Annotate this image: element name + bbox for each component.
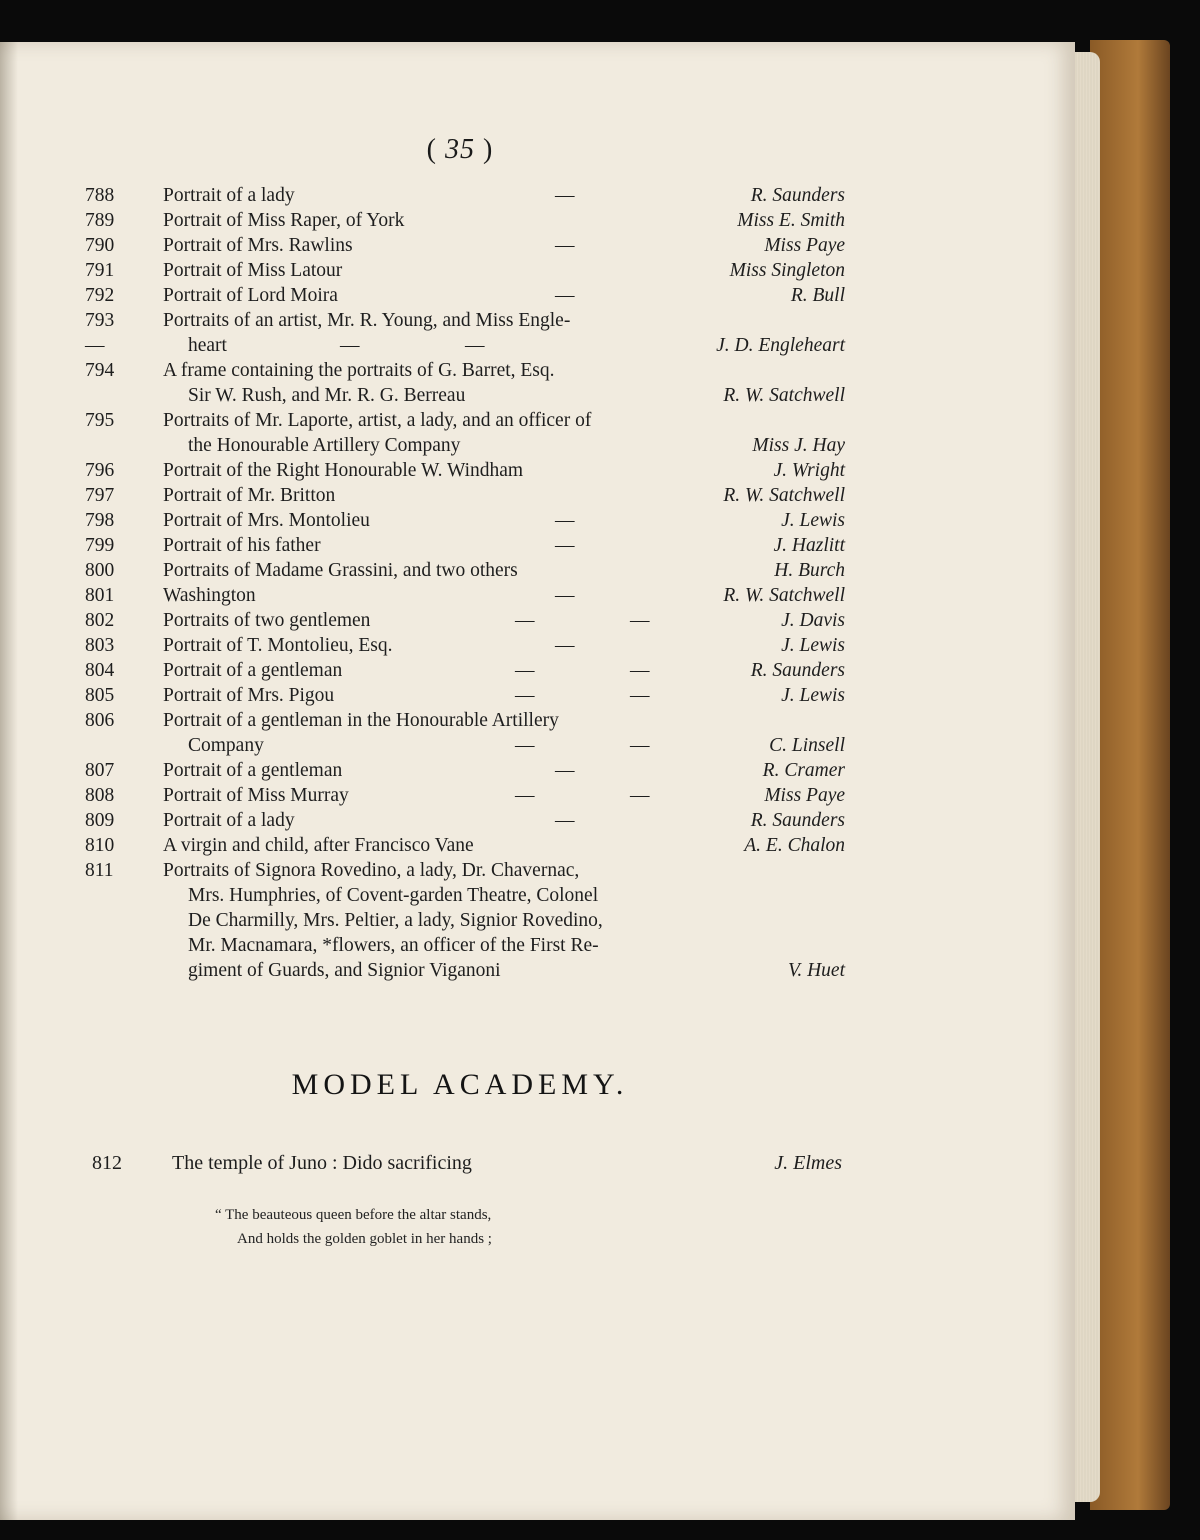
- catalogue-entry: [85, 558, 845, 583]
- entry-number: 793: [85, 310, 115, 331]
- leader-dash: —: [630, 785, 650, 806]
- entry-line: [85, 408, 845, 433]
- entry-number: 811: [85, 860, 114, 881]
- entry-number: 801: [85, 585, 115, 606]
- entry-artist: J. Lewis: [781, 635, 845, 656]
- entry-title: Portrait of Mr. Britton: [163, 485, 336, 506]
- entry-number: 800: [85, 560, 115, 581]
- entry-number: 810: [85, 835, 115, 856]
- entry-line: [85, 833, 845, 858]
- entry-title: Portraits of an artist, Mr. R. Young, and Miss Engle-: [163, 310, 571, 331]
- catalogue-entry: [85, 808, 845, 833]
- catalogue-entry: [85, 708, 845, 758]
- leader-dash: —: [555, 285, 575, 306]
- entry-line: [85, 708, 845, 733]
- catalogue-entry: [85, 283, 845, 308]
- entry-artist: R. W. Satchwell: [723, 385, 845, 406]
- catalogue-entry: [85, 758, 845, 783]
- entry-line: [85, 633, 845, 658]
- entry-line: [85, 483, 845, 508]
- entry-title-continued: De Charmilly, Mrs. Peltier, a lady, Signior Rovedino,: [188, 910, 603, 931]
- page-number: [410, 134, 510, 166]
- leader-dash: —: [555, 235, 575, 256]
- entry-title: Portrait of T. Montolieu, Esq.: [163, 635, 393, 656]
- leader-dash: —: [555, 585, 575, 606]
- catalogue-entry: [85, 783, 845, 808]
- entry-line: [85, 183, 845, 208]
- entry-line: [85, 583, 845, 608]
- entry-artist: Miss E. Smith: [737, 210, 845, 231]
- entry-title: Portrait of his father: [163, 535, 321, 556]
- catalogue-entry: [85, 258, 845, 283]
- entry-line: [85, 758, 845, 783]
- entry-line: [85, 508, 845, 533]
- entry-title: Portraits of Signora Rovedino, a lady, Dr. Chavernac,: [163, 860, 580, 881]
- entry-title: Portraits of Mr. Laporte, artist, a lady, and an officer of: [163, 410, 592, 431]
- entry-title: Portrait of the Right Honourable W. Windham: [163, 460, 524, 481]
- entry-artist: H. Burch: [774, 560, 845, 581]
- entry-number: 812: [92, 1152, 122, 1174]
- entry-title: A frame containing the portraits of G. Barret, Esq.: [163, 360, 555, 381]
- entry-number: 798: [85, 510, 115, 531]
- entry-number: 805: [85, 685, 115, 706]
- entry-title-continued: the Honourable Artillery Company: [188, 435, 461, 456]
- entry-artist: C. Linsell: [769, 735, 845, 756]
- entry-number: 803: [85, 635, 115, 656]
- section-heading: MODEL ACADEMY.: [291, 1068, 629, 1101]
- entry-line: [85, 208, 845, 233]
- leader-dash: —: [630, 660, 650, 681]
- entry-title: Portrait of Mrs. Montolieu: [163, 510, 370, 531]
- entry-number: 799: [85, 535, 115, 556]
- leader-dash: —: [515, 735, 535, 756]
- entry-artist: R. Saunders: [750, 185, 845, 206]
- entry-title-continued: Mr. Macnamara, *flowers, an officer of the First Re-: [188, 935, 599, 956]
- leader-dash: —: [630, 610, 650, 631]
- entry-artist: Miss Paye: [764, 785, 845, 806]
- leader-dash: —: [555, 185, 575, 206]
- entry-title: Portrait of Lord Moira: [163, 285, 338, 306]
- entry-line: [85, 383, 845, 408]
- entry-number: 789: [85, 210, 115, 231]
- entry-line: [85, 558, 845, 583]
- entry-title-continued: Company: [188, 735, 264, 756]
- catalogue-entry: [85, 833, 845, 858]
- entry-title: Portraits of two gentlemen: [163, 610, 371, 631]
- entry-title: Portrait of a lady: [163, 810, 295, 831]
- catalogue-entry: [85, 608, 845, 633]
- catalogue-entry: [85, 408, 845, 458]
- entry-artist: J. Lewis: [781, 685, 845, 706]
- leader-dash: —: [465, 335, 485, 356]
- verse-quote: [215, 1203, 492, 1251]
- entry-number: 806: [85, 710, 115, 731]
- entry-artist: Miss J. Hay: [752, 435, 845, 456]
- entry-line: [85, 683, 845, 708]
- entry-title: The temple of Juno : Dido sacrificing: [172, 1152, 472, 1174]
- entry-artist: J. Davis: [781, 610, 845, 631]
- entry-number: 794: [85, 360, 115, 381]
- leader-dash: —: [340, 335, 360, 356]
- entry-line: [85, 433, 845, 458]
- catalogue-entry: [85, 183, 845, 208]
- entry-artist: J. D. Engleheart: [716, 335, 845, 356]
- catalogue-entry: [85, 633, 845, 658]
- catalogue-entry: [85, 483, 845, 508]
- leader-dash: —: [515, 660, 535, 681]
- entry-title-continued: giment of Guards, and Signior Viganoni: [188, 960, 501, 981]
- entry-artist: R. Saunders: [750, 810, 845, 831]
- entry-number: 797: [85, 485, 115, 506]
- entry-line: [85, 908, 845, 933]
- catalogue-entry: [85, 233, 845, 258]
- entry-title: Portrait of a gentleman in the Honourable Artillery: [163, 710, 559, 731]
- entry-number: 807: [85, 760, 115, 781]
- entry-artist: Miss Paye: [764, 235, 845, 256]
- entry-title: Portrait of Mrs. Rawlins: [163, 235, 353, 256]
- leader-dash: —: [555, 635, 575, 656]
- leader-dash: —: [555, 810, 575, 831]
- catalogue-entry: [85, 533, 845, 558]
- entry-artist: R. Bull: [790, 285, 845, 306]
- entry-artist: V. Huet: [787, 960, 845, 981]
- entry-number: 809: [85, 810, 115, 831]
- entry-title-continued: Sir W. Rush, and Mr. R. G. Berreau: [188, 385, 466, 406]
- entry-line: [85, 658, 845, 683]
- entry-line: [85, 883, 845, 908]
- catalogue-entry: [85, 458, 845, 483]
- entry-line: [85, 458, 845, 483]
- entry-title: Washington: [163, 585, 256, 606]
- entry-line: [85, 733, 845, 758]
- leader-dash: —: [515, 685, 535, 706]
- entry-title: Portrait of Miss Raper, of York: [163, 210, 405, 231]
- entry-line: [85, 808, 845, 833]
- verse-line-1: “ The beauteous queen before the altar stands,: [215, 1207, 492, 1223]
- page-number-open: (: [426, 134, 437, 165]
- entry-line: [85, 358, 845, 383]
- catalogue-entry: [85, 208, 845, 233]
- entry-title-continued: Mrs. Humphries, of Covent-garden Theatre, Colonel: [188, 885, 599, 906]
- book-cover-edge: [1090, 40, 1170, 1510]
- entry-artist: A. E. Chalon: [744, 835, 845, 856]
- entry-artist: R. W. Satchwell: [723, 485, 845, 506]
- entry-line: [85, 333, 845, 358]
- entry-line: [85, 858, 845, 883]
- entry-artist: R. W. Satchwell: [723, 585, 845, 606]
- entry-line: [85, 783, 845, 808]
- verse-line-2: And holds the golden goblet in her hands ;: [237, 1231, 492, 1247]
- entry-title: Portrait of Mrs. Pigou: [163, 685, 335, 706]
- entry-line: [85, 958, 845, 983]
- entry-line: [85, 308, 845, 333]
- entry-artist: J. Lewis: [781, 510, 845, 531]
- catalogue-entry: [85, 508, 845, 533]
- entry-line: [85, 258, 845, 283]
- leader-dash: —: [555, 760, 575, 781]
- leader-dash: —: [555, 535, 575, 556]
- entry-number: 808: [85, 785, 115, 806]
- catalogue-entry: [85, 858, 845, 983]
- page-number-value: 35: [445, 134, 475, 165]
- catalogue-entry: [85, 358, 845, 408]
- catalogue-entry: [85, 308, 845, 358]
- entry-number: 796: [85, 460, 115, 481]
- entry-artist: J. Wright: [773, 460, 845, 481]
- leader-dash: —: [630, 735, 650, 756]
- entry-title: Portrait of a gentleman: [163, 660, 343, 681]
- leader-dash: —: [555, 510, 575, 531]
- entry-number: 790: [85, 235, 115, 256]
- entry-artist: J. Elmes: [774, 1152, 842, 1174]
- leader-dash: —: [630, 685, 650, 706]
- entry-line: [85, 533, 845, 558]
- entry-number: 795: [85, 410, 115, 431]
- leader-dash: —: [515, 785, 535, 806]
- entry-line: [85, 933, 845, 958]
- entry-line: [85, 608, 845, 633]
- entry-number: 792: [85, 285, 115, 306]
- entry-title: Portrait of Miss Murray: [163, 785, 349, 806]
- entry-title: Portraits of Madame Grassini, and two others: [163, 560, 518, 581]
- catalogue-entry: [85, 683, 845, 708]
- page-number-close: ): [483, 134, 494, 165]
- catalogue-entry: [85, 658, 845, 683]
- entry-title: Portrait of a gentleman: [163, 760, 343, 781]
- entry-number: 791: [85, 260, 115, 281]
- entry-artist: R. Saunders: [750, 660, 845, 681]
- entry-title-continued: heart: [188, 335, 227, 356]
- gutter-shadow: [0, 42, 18, 1520]
- entry-line: [85, 283, 845, 308]
- leader-dash: —: [515, 610, 535, 631]
- catalogue-entry: [85, 583, 845, 608]
- entry-artist: J. Hazlitt: [773, 535, 845, 556]
- entry-title: Portrait of a lady: [163, 185, 295, 206]
- entry-artist: R. Cramer: [762, 760, 845, 781]
- entry-number: 804: [85, 660, 115, 681]
- entry-line: [85, 233, 845, 258]
- entry-title: Portrait of Miss Latour: [163, 260, 343, 281]
- entry-artist: Miss Singleton: [729, 260, 845, 281]
- entry-number: 788: [85, 185, 115, 206]
- entry-number: 802: [85, 610, 115, 631]
- leader-dash: —: [85, 335, 105, 356]
- entry-title: A virgin and child, after Francisco Vane: [163, 835, 474, 856]
- catalogue-entries: [85, 183, 845, 983]
